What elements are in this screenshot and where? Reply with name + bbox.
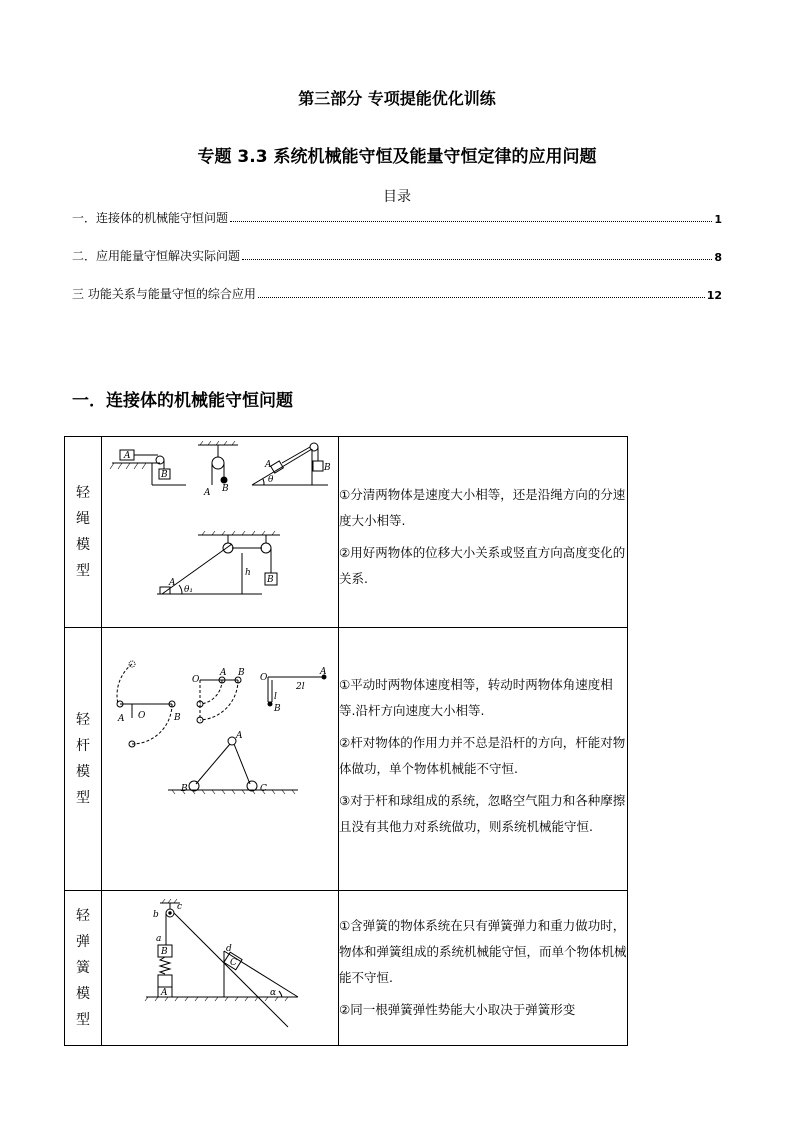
svg-text:O: O — [260, 673, 268, 683]
svg-text:B: B — [324, 463, 331, 473]
model-label: 轻 杆 模 型 — [65, 628, 102, 891]
toc-entry[interactable] — [72, 284, 722, 302]
svg-text:2l: 2l — [296, 682, 305, 692]
svg-text:C: C — [230, 958, 237, 968]
svg-text:B: B — [174, 713, 181, 723]
model-point: ①平动时两物体速度相等，转动时两物体角速度相等.沿杆方向速度大小相等. — [339, 677, 613, 718]
svg-text:B: B — [181, 784, 188, 794]
svg-text:A: A — [204, 488, 211, 498]
svg-text:A: A — [161, 988, 168, 998]
toc-entry-page: 12 — [706, 289, 722, 302]
models-table — [64, 436, 628, 1046]
rod-model-figure — [102, 628, 339, 891]
svg-text:A: A — [320, 667, 327, 677]
svg-text:c: c — [177, 902, 183, 912]
svg-text:A: A — [124, 451, 131, 461]
toc-entry[interactable] — [72, 208, 722, 226]
toc-entry-page: 8 — [714, 251, 722, 264]
rope-model-diagram — [102, 437, 338, 623]
model-label: 轻 绳 模 型 — [65, 437, 102, 628]
spring-model-text — [339, 891, 628, 1046]
svg-text:d: d — [226, 944, 232, 954]
table-row — [65, 628, 628, 891]
svg-text:B: B — [161, 470, 168, 480]
svg-text:C: C — [260, 784, 267, 794]
svg-text:O: O — [192, 675, 200, 685]
svg-text:α: α — [270, 988, 277, 998]
svg-text:B: B — [274, 704, 281, 714]
svg-text:B: B — [222, 484, 229, 494]
svg-text:B: B — [238, 668, 245, 678]
svg-text:A: A — [265, 460, 272, 470]
model-point: ①含弹簧的物体系统在只有弹簧弹力和重力做功时，物体和弹簧组成的系统机械能守恒，而单个物体机械能不守恒. — [339, 918, 627, 985]
rope-model-figure — [102, 437, 339, 628]
topic-title: 专题 3.3 系统机械能守恒及能量守恒定律的应用问题 — [197, 147, 597, 167]
svg-text:O: O — [138, 711, 146, 721]
svg-text:B: B — [267, 575, 274, 585]
svg-text:B: B — [161, 947, 168, 957]
svg-text:A: A — [169, 578, 176, 588]
toc-entry-label: 三 功能关系与能量守恒的综合应用 — [72, 287, 256, 301]
model-label: 轻 弹 簧 模 型 — [65, 891, 102, 1046]
table-row — [65, 891, 628, 1046]
model-point: ①分清两物体是速度大小相等，还是沿绳方向的分速度大小相等. — [339, 487, 626, 528]
toc-entry-label: 一．连接体的机械能守恒问题 — [72, 211, 229, 225]
svg-text:θ: θ — [268, 475, 274, 485]
section-title: 一．连接体的机械能守恒问题 — [72, 391, 293, 411]
svg-text:b: b — [153, 910, 159, 920]
toc-leader-dots — [242, 259, 712, 260]
toc-leader-dots — [258, 297, 705, 298]
table-row — [65, 437, 628, 628]
toc-entry-page: 1 — [714, 213, 722, 226]
model-point: ②杆对物体的作用力并不总是沿杆的方向，杆能对物体做功，单个物体机械能不守恒. — [339, 735, 626, 776]
rope-model-text — [339, 437, 628, 628]
svg-text:A: A — [236, 731, 243, 741]
spring-model-figure — [102, 891, 339, 1046]
svg-text:a: a — [156, 934, 162, 944]
svg-text:h: h — [245, 568, 251, 578]
part-title: 第三部分 专项提能优化训练 — [298, 89, 496, 108]
svg-text:A: A — [118, 714, 125, 724]
toc-leader-dots — [230, 221, 712, 222]
toc-entry[interactable] — [72, 246, 722, 264]
model-point: ②同一根弹簧弹性势能大小取决于弹簧形变 — [339, 1002, 576, 1017]
spring-model-diagram — [102, 891, 338, 1041]
model-point: ③对于杆和球组成的系统，忽略空气阻力和各种摩擦且没有其他力对系统做功，则系统机械能守恒. — [339, 793, 626, 834]
svg-text:θ₁: θ₁ — [184, 585, 194, 595]
svg-text:A: A — [220, 668, 227, 678]
toc-heading: 目录 — [383, 189, 411, 205]
model-point: ②用好两物体的位移大小关系或竖直方向高度变化的关系. — [339, 545, 626, 586]
rod-model-text — [339, 628, 628, 891]
svg-text:l: l — [274, 692, 277, 702]
rod-model-diagram — [102, 628, 338, 886]
toc-entry-label: 二．应用能量守恒解决实际问题 — [72, 249, 241, 263]
